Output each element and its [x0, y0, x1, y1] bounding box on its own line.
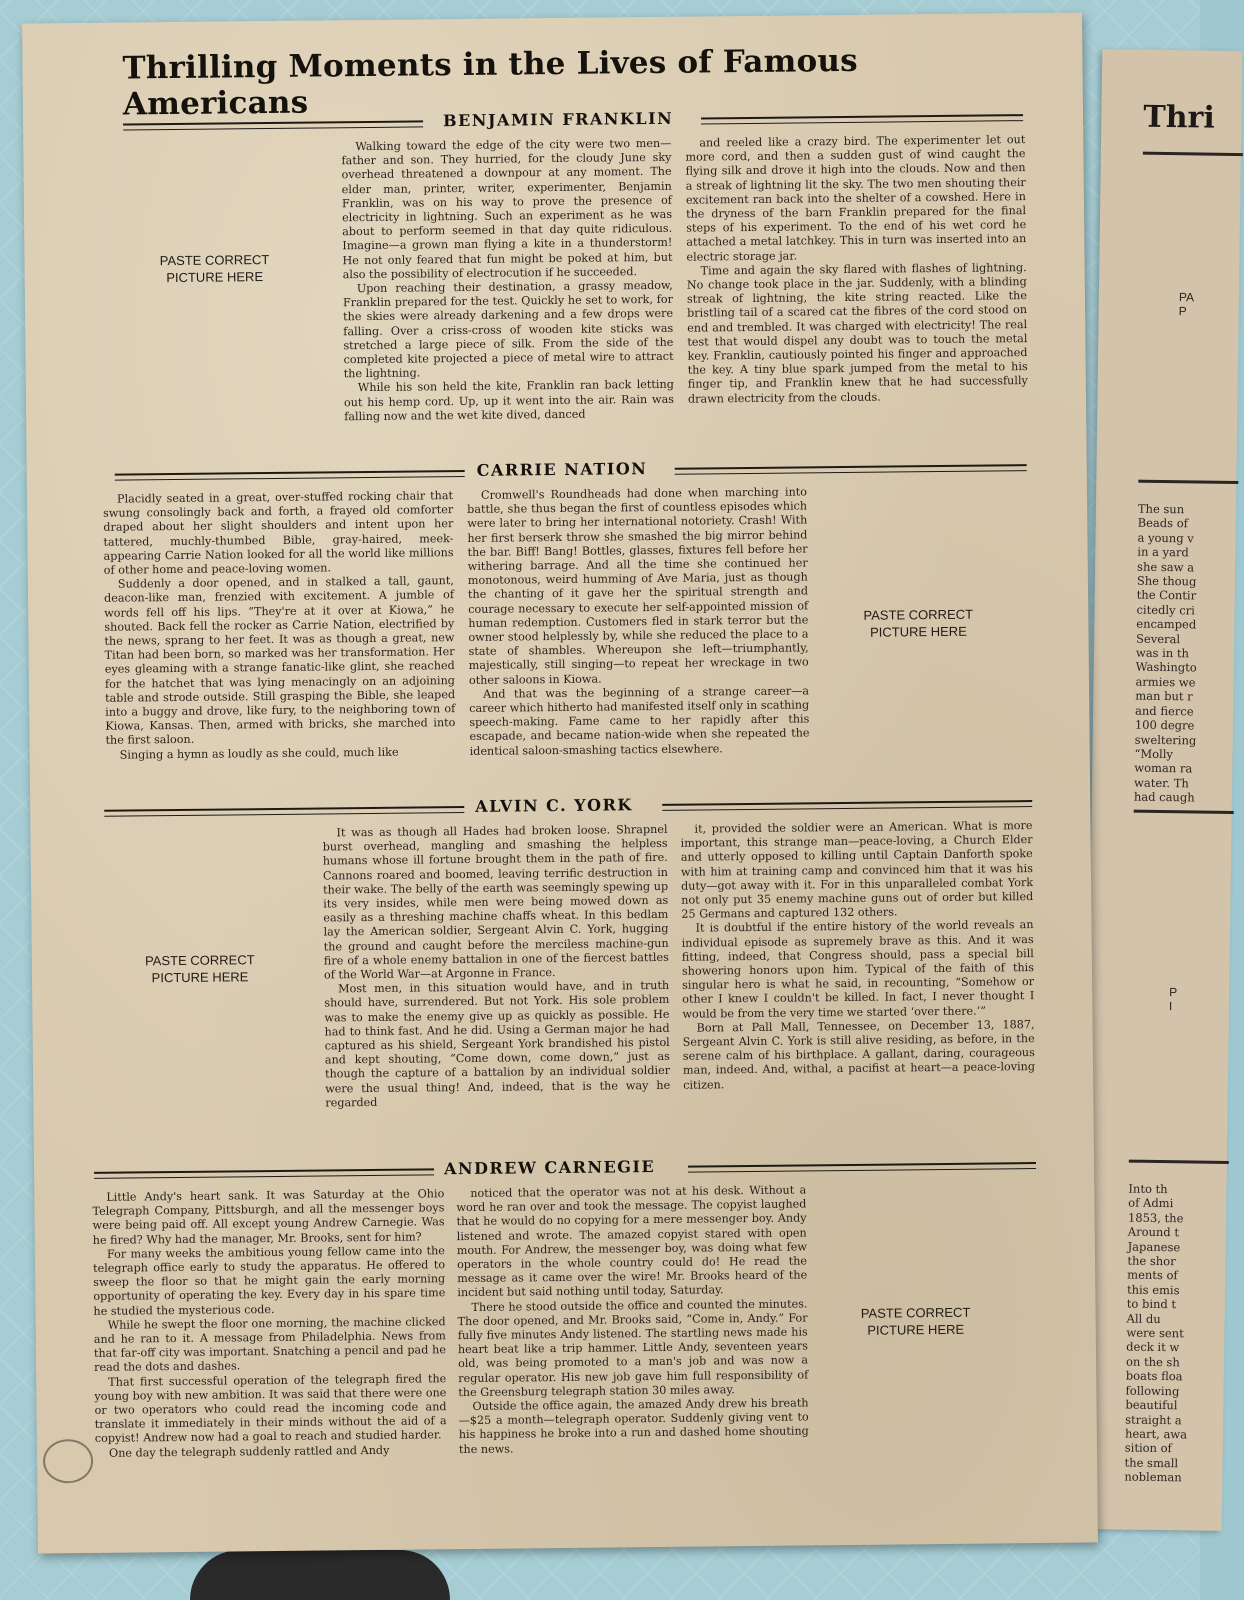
fragment-line: 1853, the: [1127, 1210, 1184, 1226]
fragment-line: The sun: [1137, 501, 1185, 517]
article-paragraph: It is doubtful if the entire history of the world reveals an individual episode as supremely brave as this. And it was fitting, indeed, that Congress should, pass a special bill showering honors upon him. Typical of the faith of this singular hero is what he said, in recounting, “Somehow or other I knew I couldn't be killed. In fact, I never thought I would be from the very time we started ‘over there.’”: [681, 918, 1035, 1021]
placeholder-line: PICTURE HERE: [151, 969, 249, 986]
fragment-line: deck it w: [1126, 1340, 1180, 1355]
placeholder-line: PICTURE HERE: [869, 623, 967, 640]
article-paragraph: Outside the office again, the amazed Andy drew his breath—$25 a month—telegraph operator. Suddenly giving vent to his happiness he broke into a run and dashed home shouting the news.: [458, 1396, 809, 1456]
picture-placeholder: [815, 1303, 1015, 1339]
fragment-line: man but r: [1135, 688, 1193, 704]
fragment-line: had caugh: [1133, 789, 1195, 805]
article-paragraph: Cromwell's Roundheads had done when marching into battle, she thus began the first of countless episodes which were later to bring her international notoriety. Crash! With her first berserk throw she smashed the big mirror behind the bar. Biff! Bang! Bottles, glasses, fixtures fell before her withering barrage. And all the time she continued her monotonous, weird humming of Ave Maria, just as though the chanting of it gave her the spiritual strength and courage necessary to execute her self-appointed mission of human redemption. Customers fled in stark terror but the owner stood helplessly by, while she reduced the place to a state of shambles. Whereupon she left—triumphantly, majestically, still singing—to repeat her wreckage in two other saloons in Kiowa.: [467, 485, 809, 687]
article-paragraph: Suddenly a door opened, and in stalked a tall, gaunt, deacon-like man, frenzied with excitement. A jumble of words fell off his lips. “They're at it over at Kiowa,” he shouted. Back fell the rocker as Carrie Nation, electrified by the news, sprang to her feet. It was as though a great, new Titan had been born, so marked was her transformation. Her eyes gleaming with a strange fanatic-like glint, she reached for the hatchet that was lying menacingly on an adjoining table and strode outside. Still grasping the Bible, she leaped into a buggy and drove, like fury, to the neighboring town of Kiowa, Kansas. Then, armed with bricks, she marched into the first saloon.: [103, 574, 456, 748]
article-paragraph: And that was the beginning of a strange career—a career which hitherto had manifested itself only in scathing speech-making. Fame came to her rapidly after this escapade, and became nation-wide when she repeated the identical saloon-smashing tactics elsewhere.: [469, 684, 810, 758]
article-paragraph: Little Andy's heart sank. It was Saturday at the Ohio Telegraph Company, Pittsburgh, and all the messenger boys were being paid off. All except young Andrew Carnegie. Was he fired? Why had the manager, Mr. Brooks, sent for him?: [92, 1187, 445, 1247]
fragment-line: Around t: [1127, 1224, 1180, 1240]
header-rule-right: [688, 1162, 1036, 1173]
article-paragraph: While he swept the floor one morning, the machine clicked and he ran to it. A message from Philadelphia. News from that far-off city was important. Snatching a pencil and pad he read the dots and dashes.: [93, 1315, 446, 1375]
scrapbook-page: [22, 12, 1098, 1553]
article-column-1: [322, 823, 670, 1111]
second-page-text-1: [1134, 502, 1238, 806]
second-page-rule: [1143, 152, 1243, 156]
article-paragraph: it, provided the soldier were an American. What is more important, this strange man—peace-loving, a Church Elder and utterly opposed to killing until Captain Danforth spoke with him at training camp and convinced him that it was his duty—got away with it. For in this unparalleled combat York not only put 35 enemy machine guns out of order but killed 25 Germans and captured 132 others.: [680, 819, 1034, 921]
second-page-title: Thri: [1143, 99, 1215, 136]
article-column-1: [103, 489, 456, 763]
section-title: BENJAMIN FRANKLIN: [442, 108, 674, 131]
fragment-line: nobleman: [1124, 1469, 1182, 1485]
header-rule-left: [123, 120, 423, 130]
fragment-line: was in th: [1135, 645, 1190, 661]
article-paragraph: and reeled like a crazy bird. The experimenter let out more cord, and then a sudden gust of wind caught the flying silk and drove it high into the clouds. Now and then a streak of lightning lit the sky. The two men shouting their excitement ran back into the shelter of a cowshed. Here in the dryness of the barn Franklin prepared for the final steps of his experiment. To the end of his wet cord he attached a metal latchkey. This in turn was inserted into an electric storage jar.: [685, 133, 1027, 264]
section-alvin-york: [30, 790, 1094, 1156]
article-paragraph: Most men, in this situation would have, and in truth should have, surrendered. But not York. His sole problem was to make the enemy give up as quickly as possible. He had to think fast. And he did. Using a German major he had captured as his shield, Sergeant York brandished his pistol and kept shouting, “Come down, come down,” just as though the capture of a battalion by an individual soldier were the usual thing! And, indeed, that is the way he regarded: [324, 979, 671, 1110]
placeholder-line: PICTURE HERE: [867, 1321, 965, 1338]
fragment-line: Japanese: [1127, 1239, 1181, 1254]
fragment-line: were sent: [1126, 1325, 1184, 1341]
fragment-line: citedly cri: [1136, 602, 1195, 618]
fragment-line: armies we: [1135, 674, 1196, 690]
placeholder-line: PASTE CORRECT: [863, 606, 974, 623]
fragment-line: sition of: [1124, 1440, 1172, 1456]
header-rule-right: [675, 464, 1027, 475]
fragment-line: Several: [1136, 631, 1181, 646]
dark-object: [190, 1550, 450, 1600]
fragment-line: Into th: [1128, 1181, 1168, 1197]
second-page-rule: [1134, 810, 1234, 814]
fragment-line: the shor: [1127, 1253, 1176, 1269]
placeholder-line: PASTE CORRECT: [144, 952, 255, 969]
fragment-line: this emis: [1126, 1282, 1180, 1298]
fragment-line: following: [1125, 1383, 1180, 1398]
fragment-line: ments of: [1127, 1267, 1178, 1283]
fragment-line: “Molly: [1134, 746, 1174, 762]
fragment-line: beautiful: [1125, 1397, 1178, 1413]
section-header: [34, 1152, 1094, 1183]
header-rule-left: [94, 1168, 434, 1179]
header-rule-left: [104, 806, 464, 817]
section-carrie-nation: [27, 454, 1090, 795]
article-column-2: [456, 1183, 809, 1457]
article-paragraph: Placidly seated in a great, over-stuffed rocking chair that swung consolingly back and forth, a frayed old comforter draped about her slight shoulders and intent upon her tattered, muchly-thumbed Bible, gray-haired, meek-appearing Carrie Nation looked for all the world like millions of other home and peace-loving women.: [103, 489, 454, 577]
second-page-text-2: [1124, 1182, 1228, 1486]
fragment-line: in a yard: [1137, 544, 1189, 560]
article-column-2: [680, 819, 1035, 1093]
fragment-line: the small: [1124, 1455, 1179, 1471]
article-paragraph: Singing a hymn as loudly as she could, much like: [119, 745, 399, 762]
fragment-line: Washingto: [1135, 660, 1197, 675]
fragment-line: sweltering: [1134, 732, 1197, 747]
article-paragraph: Upon reaching their destination, a grassy meadow, Franklin prepared for the test. Quickly he set to work, for the skies were already darkening and a few drops were falling. Over a criss-cross of wooden kite sticks was stretched a large piece of silk. From the side of the completed kite projected a piece of metal wire to attract the lightning.: [342, 278, 674, 381]
fragment-line: heart, awa: [1124, 1426, 1188, 1442]
paste-fragment-line: P: [1178, 304, 1187, 319]
section-header: [30, 790, 1090, 821]
article-paragraph: Born at Pall Mall, Tennessee, on December 13, 1887, Sergeant Alvin C. York is still alive residing, as before, in the serene calm of his birthplace. A gallant, daring, courageous man, indeed. And, withal, a pacifist at heart—a peace-loving citizen.: [682, 1017, 1036, 1092]
second-page: [1082, 49, 1243, 1531]
page-title: Thrilling Moments in the Lives of Famous Americans: [122, 42, 859, 123]
paste-fragment-line: P: [1169, 985, 1178, 1000]
fragment-line: on the sh: [1125, 1354, 1180, 1370]
fragment-line: straight a: [1125, 1412, 1182, 1427]
header-rule-left: [115, 470, 465, 481]
picture-placeholder: [114, 251, 314, 287]
article-column-2: [685, 133, 1028, 406]
header-rule-right: [662, 800, 1032, 811]
fragment-line: and fierce: [1135, 703, 1194, 719]
article-paragraph: One day the telegraph suddenly rattled and Andy: [108, 1443, 390, 1460]
fragment-line: She thoug: [1136, 573, 1197, 589]
picture-placeholder: [100, 951, 300, 987]
article-column-1: [341, 137, 674, 425]
paste-fragment-line: PA: [1178, 290, 1195, 305]
section-benjamin-franklin: [23, 104, 1087, 455]
section-title: ANDREW CARNEGIE: [443, 1157, 656, 1179]
fragment-line: 100 degre: [1134, 717, 1195, 733]
article-paragraph: For many weeks the ambitious young fellow came into the telegraph office early to study the apparatus. He offered to sweep the floor so that he might gain the early morning opportunity of operating the key. Every day in his spare time he studied the mysterious code.: [92, 1244, 446, 1318]
section-andrew-carnegie: [34, 1152, 1098, 1533]
placeholder-line: PASTE CORRECT: [159, 252, 270, 269]
article-paragraph: Walking toward the edge of the city were two men—father and son. They hurried, for the cloudy June sky overhead threatened a downpour at any moment. The elder man, printer, writer, experimenter, Benjamin Franklin, was on his way to prove the presence of electricity in lightning. Such an experiment as he was about to perform seemed in that day quite ridiculous. Imagine—a grown man flying a kite in a thunderstorm! He not only feared that fun might be poked at him, but also the possibility of electrocution if he succeeded.: [341, 136, 673, 282]
article-paragraph: While his son held the kite, Franklin ran back letting out his hemp cord. Up, up it went into the air. Rain was falling now and the wet kite dived, danced: [343, 378, 675, 424]
header-rule-right: [701, 114, 1023, 124]
section-header: [27, 454, 1087, 485]
placeholder-line: PICTURE HERE: [166, 269, 264, 286]
article-paragraph: That first successful operation of the telegraph fired the young boy with new ambition. It was said that there were one or two operators who could read the incoming code and translate it immediately in their minds without the aid of a copyist! Andrew now had a goal to reach and studied harder.: [94, 1371, 447, 1446]
article-paragraph: There he stood outside the office and counted the minutes. The door opened, and Mr. Brooks said, “Come in, Andy.” For fully five minutes Andy listened. The startling news made his heart beat like a trip hammer. Little Andy, seventeen years old, was being promoted to a man's job and was now a regular operator. His new job gave him full responsibility of the Greensburg telegraph station 30 miles away.: [457, 1297, 809, 1399]
second-page-paste-a: [1179, 290, 1195, 318]
fragment-line: water. Th: [1134, 775, 1189, 791]
second-page-paste-b: [1169, 985, 1177, 1013]
section-title: CARRIE NATION: [476, 459, 648, 480]
fragment-line: woman ra: [1134, 760, 1193, 776]
picture-placeholder: [818, 605, 1018, 641]
fragment-line: encamped: [1136, 616, 1197, 632]
second-page-rule: [1129, 1160, 1229, 1164]
fragment-line: to bind t: [1126, 1296, 1177, 1312]
article-paragraph: noticed that the operator was not at his desk. Without a word he ran over and took the message. The copyist laughed that he would do no copying for a mere messenger boy. Andy listened and wrote. The amazed copyist stared with open mouth. For Andrew, the messenger boy, was doing what few operators in the whole country could do! He read the message as it came over the wire! Mr. Brooks heard of the incident but said nothing until today, Saturday.: [456, 1183, 808, 1300]
fragment-line: boats floa: [1125, 1368, 1183, 1384]
second-page-rule: [1138, 480, 1238, 484]
paste-fragment-line: I: [1168, 999, 1173, 1014]
article-column-2: [467, 485, 810, 758]
fragment-line: of Admi: [1128, 1195, 1174, 1211]
article-column-1: [92, 1187, 447, 1461]
section-title: ALVIN C. YORK: [475, 795, 633, 816]
placeholder-line: PASTE CORRECT: [860, 1304, 971, 1321]
article-paragraph: Time and again the sky flared with flashes of lightning. No change took place in the jar. Suddenly, with a blinding streak of lightning, the kite string reacted. Like the bristling tail of a scared cat the fibres of the cord stood on end and trembled. It was charged with electricity! The real test that would dispel any doubt was to touch the metal key. Franklin, cautiously pointed his finger and approached the key. A tiny blue spark jumped from the metal to his finger tip, and Franklin knew that he had successfully drawn electricity from the clouds.: [686, 260, 1028, 406]
fragment-line: she saw a: [1137, 559, 1195, 575]
fragment-line: the Contir: [1136, 588, 1197, 603]
fragment-line: All du: [1126, 1311, 1161, 1326]
fragment-line: Beads of: [1137, 516, 1189, 531]
fragment-line: a young v: [1137, 530, 1194, 546]
article-paragraph: It was as though all Hades had broken loose. Shrapnel burst overhead, mangling and smashing the helpless humans whose ill fortune brought them in the path of fire. Cannons roared and boomed, leaving terrific destruction in their wake. The belly of the earth was seemingly spewing up its very insides, while men were being mowed down as easily as a threshing machine chaffs wheat. In this bedlam lay the American soldier, Sergeant Alvin C. York, hugging the ground and caught before the merciless machine-gun fire of a whole enemy battalion in one of the fiercest battles of the World War—at Argonne in France.: [322, 822, 669, 982]
